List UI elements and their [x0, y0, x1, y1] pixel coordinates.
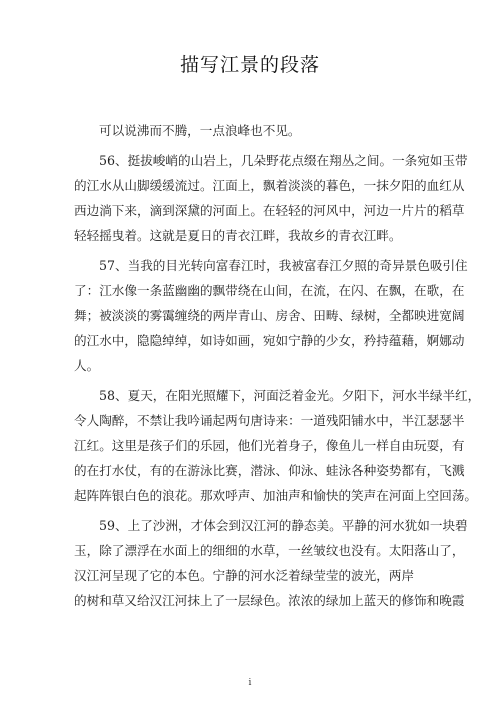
paragraph [74, 118, 438, 143]
page-number: i [248, 678, 252, 688]
text-line: 58、夏天，在阳光照耀下，河面泛着金光。夕阳下，河水半绿半红， [99, 388, 481, 403]
text-line: 的江水中，隐隐绰绰，如诗如画，宛如宁静的少女，矜持蕴藉，婀娜动 [74, 333, 465, 348]
text-line: 西边淌下来，滴到深黛的河面上。在轻轻的河风中，河边一片片的稻草 [74, 203, 465, 218]
text-line: 舞；被淡淡的雾霭缠绕的两岸青山、房舍、田畴、绿树，全都映进宽阔 [74, 308, 465, 323]
text-line: 59、上了沙洲，才体会到汉江河的静态美。平静的河水犹如一块碧 [99, 518, 468, 533]
text-line: 汉江河呈现了它的本色。宁静的河水泛着绿莹莹的波光，两岸 [74, 568, 415, 583]
text-line: 玉，除了漂浮在水面上的细细的水草，一丝皱纹也没有。太阳落山了， [74, 543, 465, 558]
text-line: 可以说沸而不腾，一点浪峰也不见。 [99, 123, 301, 138]
text-line: 轻轻摇曳着。这就是夏日的青衣江畔，我故乡的青衣江畔。 [74, 228, 402, 243]
text-line: 的江水从山脚缓缓流过。江面上，飘着淡淡的暮色，一抹夕阳的血红从 [74, 178, 465, 193]
text-line: 了：江水像一条蓝幽幽的飘带绕在山间，在流，在闪、在飘，在歌，在 [74, 283, 465, 298]
paragraph [74, 148, 468, 248]
document-body [74, 118, 481, 613]
paragraph [74, 513, 468, 613]
text-line: 江红。这里是孩子们的乐园，他们光着身子，像鱼儿一样自由玩耍，有 [74, 438, 465, 453]
text-line: 令人陶醉，不禁让我吟诵起两句唐诗来：一道残阳铺水中，半江瑟瑟半 [74, 413, 465, 428]
text-line: 56、挺拔峻峭的山岩上，几朵野花点缀在翔丛之间。一条宛如玉带 [99, 153, 468, 168]
paragraph [74, 383, 481, 508]
text-line: 的树和草又给汉江河抹上了一层绿色。浓浓的绿加上蓝天的修饰和晚霞 [74, 593, 465, 608]
page-title: 描写江景的段落 [179, 54, 320, 76]
text-line: 57、当我的目光转向富春江时，我被富春江夕照的奇异景色吸引住 [99, 258, 468, 273]
text-line: 人。 [74, 358, 100, 373]
text-line: 起阵阵银白色的浪花。那欢呼声、加油声和愉快的笑声在河面上空回荡。 [74, 488, 477, 503]
paragraph [74, 253, 468, 378]
text-line: 的在打水仗，有的在游泳比赛，潜泳、仰泳、蛙泳各种姿势都有，飞溅 [74, 463, 465, 478]
